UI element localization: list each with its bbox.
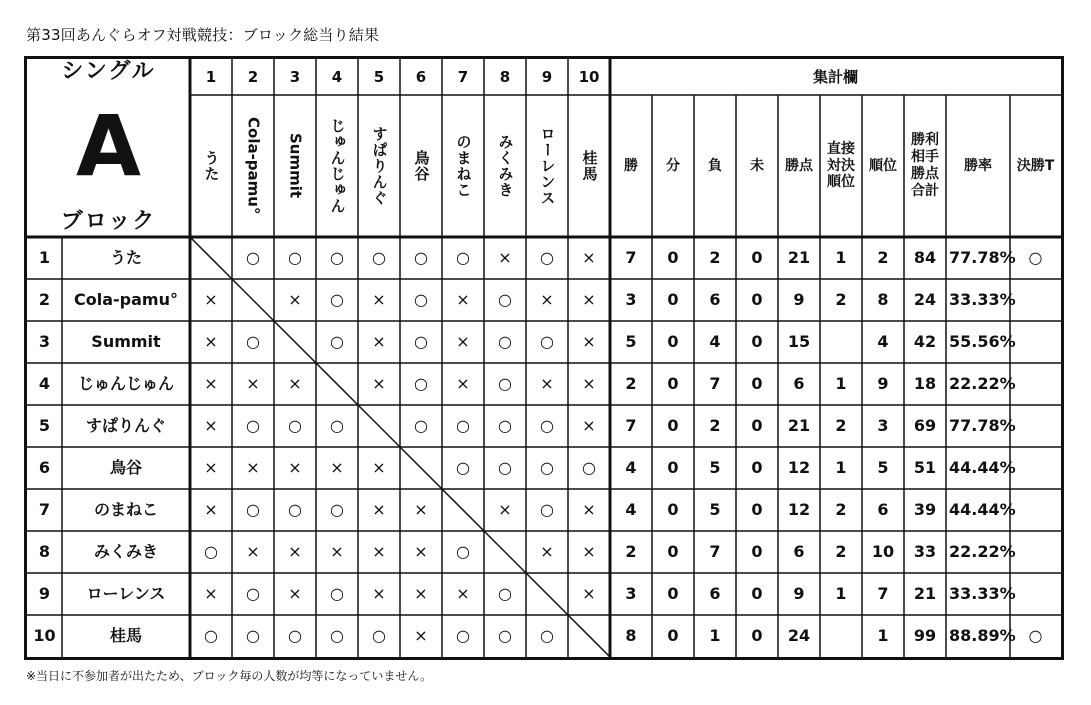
summary-value: 77.78% (949, 416, 1016, 435)
match-result-mark: ○ (414, 332, 428, 351)
match-result-mark: × (204, 374, 218, 393)
row-number-text: 5 (38, 416, 51, 435)
summary-value: 0 (667, 626, 679, 645)
summary-value: 0 (751, 332, 763, 351)
summary-value: 8 (625, 626, 637, 645)
summary-value: 42 (913, 332, 937, 351)
match-result-mark: × (582, 416, 596, 435)
match-result-mark: × (582, 374, 596, 393)
match-result-mark: × (540, 374, 554, 393)
summary-value: 88.89% (949, 626, 1016, 645)
match-result-mark: × (288, 458, 302, 477)
match-result-mark: ○ (540, 248, 554, 267)
block-letter: A (75, 97, 141, 196)
summary-value: 0 (751, 290, 763, 309)
match-result-mark: × (582, 290, 596, 309)
match-result-mark: × (330, 542, 344, 561)
footnote: ※当日に不参加者が出たため、ブロック毎の人数が均等になっていません。 (26, 669, 433, 683)
column-number-text: 9 (541, 67, 553, 86)
summary-column-header-text: 分 (666, 157, 680, 174)
row-number-text: 9 (38, 584, 51, 603)
column-player-name-text: すぱりんぐ (370, 126, 389, 206)
summary-value: 1 (835, 584, 847, 603)
match-result-mark: ○ (498, 584, 512, 603)
summary-value: 5 (877, 458, 889, 477)
match-result-mark: × (582, 332, 596, 351)
column-player-name-text: じゅんじゅん (328, 118, 347, 214)
summary-value: 0 (751, 584, 763, 603)
match-result-mark: ○ (414, 374, 428, 393)
summary-value: ○ (1028, 248, 1043, 267)
summary-value: 2 (835, 500, 847, 519)
match-result-mark: ○ (246, 248, 260, 267)
summary-value: 0 (751, 374, 763, 393)
match-result-mark: × (582, 542, 596, 561)
match-result-mark: × (582, 248, 596, 267)
match-result-mark: ○ (498, 290, 512, 309)
summary-value: 24 (787, 626, 811, 645)
match-result-mark: × (246, 458, 260, 477)
summary-value: 2 (835, 290, 847, 309)
row-player-name-text: 鳥谷 (109, 458, 142, 477)
summary-value: 0 (667, 500, 679, 519)
summary-value: 0 (667, 542, 679, 561)
summary-value: 22.22% (949, 542, 1016, 561)
summary-value: 9 (877, 374, 889, 393)
row-player-name-text: ローレンス (86, 584, 166, 603)
match-result-mark: × (456, 332, 470, 351)
summary-value: 5 (709, 458, 721, 477)
summary-value: 0 (667, 332, 679, 351)
summary-value: 6 (709, 584, 721, 603)
column-player-name-text: 鳥谷 (412, 150, 431, 182)
match-result-mark: ○ (414, 248, 428, 267)
match-result-mark: ○ (204, 542, 218, 561)
row-player-name-text: うた (109, 248, 142, 267)
match-result-mark: ○ (288, 626, 302, 645)
match-result-mark: × (498, 248, 512, 267)
match-result-mark: ○ (498, 626, 512, 645)
row-player-name-text: じゅんじゅん (77, 374, 174, 393)
summary-value: 2 (625, 542, 637, 561)
match-result-mark: ○ (372, 626, 386, 645)
match-result-mark: × (204, 500, 218, 519)
match-result-mark: ○ (498, 458, 512, 477)
column-player-name-text: ローレンス (538, 126, 557, 206)
block-word: ブロック (60, 209, 157, 234)
summary-column-header-text: 順位 (869, 157, 897, 174)
row-player-name-text: みくみき (93, 542, 158, 561)
match-result-mark: ○ (372, 248, 386, 267)
column-player-name-text: のまねこ (454, 134, 473, 198)
summary-value: 44.44% (949, 500, 1016, 519)
match-result-mark: ○ (330, 626, 344, 645)
match-result-mark: ○ (498, 416, 512, 435)
match-result-mark: ○ (288, 416, 302, 435)
match-result-mark: ○ (414, 290, 428, 309)
column-number-text: 3 (289, 67, 301, 86)
summary-value: 18 (913, 374, 937, 393)
summary-value: 2 (835, 542, 847, 561)
summary-value: 6 (877, 500, 889, 519)
summary-value: 6 (709, 290, 721, 309)
summary-value: 7 (877, 584, 889, 603)
summary-value: 0 (751, 416, 763, 435)
column-player-name-text: みくみき (496, 134, 515, 198)
summary-value: 2 (835, 416, 847, 435)
summary-value: ○ (1028, 626, 1043, 645)
summary-header-text: 集計欄 (812, 67, 858, 86)
match-result-mark: ○ (246, 584, 260, 603)
match-result-mark: ○ (540, 626, 554, 645)
summary-value: 4 (709, 332, 721, 351)
match-result-mark: × (456, 584, 470, 603)
match-result-mark: ○ (456, 416, 470, 435)
summary-column-header-text: 勝点 (785, 157, 813, 174)
match-result-mark: ○ (540, 458, 554, 477)
row-number-text: 7 (38, 500, 51, 519)
summary-value: 1 (835, 248, 847, 267)
column-number-text: 8 (499, 67, 511, 86)
match-result-mark: ○ (498, 374, 512, 393)
match-result-mark: × (582, 500, 596, 519)
summary-value: 51 (913, 458, 937, 477)
summary-value: 7 (625, 248, 637, 267)
match-result-mark: ○ (540, 332, 554, 351)
column-number-text: 6 (415, 67, 427, 86)
summary-value: 12 (787, 500, 811, 519)
match-result-mark: × (498, 500, 512, 519)
match-result-mark: × (372, 290, 386, 309)
summary-column-header-text: 勝利 相手 勝点 合計 (911, 132, 939, 199)
summary-value: 33 (913, 542, 937, 561)
match-result-mark: × (204, 416, 218, 435)
match-result-mark: × (330, 458, 344, 477)
summary-value: 44.44% (949, 458, 1016, 477)
row-number-text: 8 (38, 542, 51, 561)
summary-value: 15 (787, 332, 811, 351)
summary-value: 6 (793, 542, 805, 561)
summary-value: 3 (877, 416, 889, 435)
row-number-text: 3 (38, 332, 51, 351)
row-number-text: 1 (38, 248, 51, 267)
match-result-mark: ○ (414, 416, 428, 435)
match-result-mark: ○ (456, 626, 470, 645)
row-number-text: 4 (38, 374, 51, 393)
summary-value: 99 (913, 626, 937, 645)
column-player-name-text: Summit (286, 133, 305, 199)
match-result-mark: × (540, 542, 554, 561)
match-result-mark: × (540, 290, 554, 309)
summary-column-header-text: 勝 (624, 157, 638, 174)
match-result-mark: ○ (330, 584, 344, 603)
match-result-mark: ○ (246, 416, 260, 435)
summary-value: 55.56% (949, 332, 1016, 351)
summary-value: 5 (709, 500, 721, 519)
summary-value: 2 (877, 248, 889, 267)
match-result-mark: × (372, 584, 386, 603)
row-player-name-text: のまねこ (93, 500, 158, 519)
match-result-mark: × (414, 584, 428, 603)
summary-value: 77.78% (949, 248, 1016, 267)
match-result-mark: × (414, 500, 428, 519)
summary-column-header-text: 決勝T (1016, 157, 1055, 174)
summary-value: 0 (751, 248, 763, 267)
match-result-mark: ○ (582, 458, 596, 477)
summary-value: 2 (625, 374, 637, 393)
summary-value: 12 (787, 458, 811, 477)
match-result-mark: ○ (246, 626, 260, 645)
summary-value: 2 (709, 248, 721, 267)
column-number-text: 2 (247, 67, 259, 86)
match-result-mark: × (204, 584, 218, 603)
summary-value: 0 (667, 416, 679, 435)
block-category: シングル (61, 59, 156, 84)
match-result-mark: × (288, 584, 302, 603)
summary-value: 24 (913, 290, 937, 309)
grid-lines (27, 59, 1061, 657)
match-result-mark: ○ (330, 290, 344, 309)
match-result-mark: ○ (540, 500, 554, 519)
column-player-name-text: うた (202, 150, 221, 182)
match-result-mark: × (372, 458, 386, 477)
summary-value: 7 (709, 374, 721, 393)
summary-value: 69 (913, 416, 937, 435)
summary-value: 4 (625, 500, 637, 519)
summary-value: 1 (835, 374, 847, 393)
match-result-mark: × (204, 332, 218, 351)
page-title: 第33回あんぐらオフ対戦競技：ブロック総当り結果 (26, 26, 380, 44)
column-number-text: 4 (331, 67, 343, 86)
summary-column-header-text: 勝率 (964, 157, 992, 174)
summary-value: 7 (709, 542, 721, 561)
match-result-mark: × (372, 374, 386, 393)
summary-value: 2 (709, 416, 721, 435)
match-result-mark: × (246, 374, 260, 393)
summary-value: 33.33% (949, 290, 1016, 309)
summary-value: 0 (667, 584, 679, 603)
summary-value: 9 (793, 584, 805, 603)
summary-value: 1 (835, 458, 847, 477)
summary-value: 5 (625, 332, 637, 351)
match-result-mark: × (456, 374, 470, 393)
column-player-name-text: 桂馬 (580, 150, 599, 182)
summary-value: 1 (709, 626, 721, 645)
column-number-text: 10 (578, 67, 600, 86)
summary-value: 0 (751, 542, 763, 561)
summary-value: 7 (625, 416, 637, 435)
summary-value: 8 (877, 290, 889, 309)
summary-value: 4 (877, 332, 889, 351)
summary-column-header-text: 未 (750, 157, 764, 174)
row-number-text: 2 (38, 290, 51, 309)
match-result-mark: ○ (330, 248, 344, 267)
match-result-mark: ○ (246, 332, 260, 351)
match-result-mark: × (288, 542, 302, 561)
match-result-mark: × (288, 290, 302, 309)
match-result-mark: × (582, 584, 596, 603)
row-player-name-text: すぱりんぐ (85, 416, 166, 435)
match-result-mark: ○ (288, 500, 302, 519)
match-result-mark: × (456, 290, 470, 309)
summary-value: 22.22% (949, 374, 1016, 393)
match-result-mark: ○ (330, 332, 344, 351)
summary-value: 0 (667, 374, 679, 393)
summary-value: 33.33% (949, 584, 1016, 603)
summary-value: 0 (667, 248, 679, 267)
match-result-mark: ○ (540, 416, 554, 435)
summary-value: 0 (751, 500, 763, 519)
row-number-text: 10 (33, 626, 56, 645)
summary-value: 84 (913, 248, 937, 267)
summary-value: 3 (625, 584, 637, 603)
match-result-mark: ○ (288, 248, 302, 267)
summary-value: 0 (667, 290, 679, 309)
summary-value: 0 (751, 626, 763, 645)
match-result-mark: ○ (456, 248, 470, 267)
match-result-mark: × (288, 374, 302, 393)
column-number-text: 7 (457, 67, 469, 86)
column-number-text: 1 (205, 67, 217, 86)
match-result-mark: × (372, 332, 386, 351)
summary-value: 21 (913, 584, 937, 603)
row-player-name-text: Cola-pamu° (74, 290, 178, 309)
summary-value: 39 (913, 500, 937, 519)
summary-value: 21 (787, 416, 811, 435)
match-result-mark: ○ (330, 416, 344, 435)
match-result-mark: ○ (456, 542, 470, 561)
results-table (24, 56, 1064, 660)
match-result-mark: ○ (246, 500, 260, 519)
match-result-mark: ○ (456, 458, 470, 477)
summary-column-header-text: 負 (708, 157, 722, 174)
summary-value: 21 (787, 248, 811, 267)
match-result-mark: ○ (204, 626, 218, 645)
summary-value: 0 (667, 458, 679, 477)
match-result-mark: × (414, 542, 428, 561)
match-result-mark: × (204, 458, 218, 477)
summary-value: 4 (625, 458, 637, 477)
match-result-mark: × (372, 542, 386, 561)
summary-value: 10 (871, 542, 895, 561)
match-result-mark: ○ (498, 332, 512, 351)
row-player-name-text: Summit (91, 332, 161, 351)
row-number-text: 6 (38, 458, 51, 477)
match-result-mark: ○ (330, 500, 344, 519)
match-result-mark: × (372, 500, 386, 519)
match-result-mark: × (246, 542, 260, 561)
summary-value: 6 (793, 374, 805, 393)
column-player-name-text: Cola-pamu° (244, 117, 263, 215)
summary-value: 3 (625, 290, 637, 309)
summary-value: 1 (877, 626, 889, 645)
match-result-mark: × (204, 290, 218, 309)
summary-column-header-text: 直接 対決 順位 (827, 140, 855, 191)
summary-value: 9 (793, 290, 805, 309)
match-result-mark: × (414, 626, 428, 645)
row-player-name-text: 桂馬 (109, 626, 142, 645)
summary-value: 0 (751, 458, 763, 477)
column-number-text: 5 (373, 67, 385, 86)
